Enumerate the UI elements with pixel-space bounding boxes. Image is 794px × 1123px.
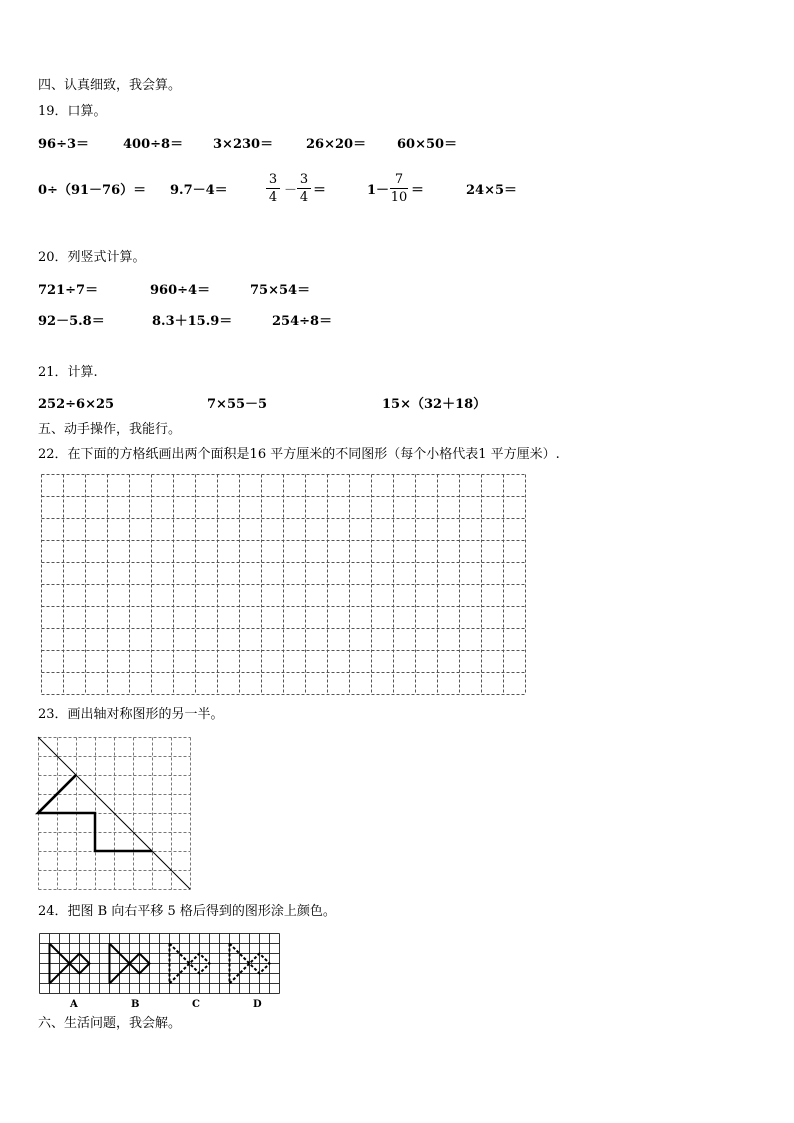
q20-item-6: 254÷8＝	[272, 314, 333, 329]
q19-item-5: 60×50＝	[397, 137, 458, 152]
fraction-bar	[390, 188, 408, 189]
fraction-2-numerator: 3	[299, 172, 309, 187]
q19-label: 19．口算。	[38, 104, 107, 119]
q19-item-3: 3×230＝	[213, 137, 274, 152]
fraction-2	[297, 172, 311, 205]
section-5-title: 五、动手操作，我能行。	[38, 422, 182, 437]
shape-label-d: D	[253, 999, 262, 1010]
q20-item-4: 92－5.8＝	[38, 314, 105, 329]
symmetry-grid	[38, 737, 190, 889]
fraction-1-denominator: 4	[268, 190, 278, 205]
translation-grid	[39, 933, 281, 995]
q21-item-2: 7×55－5	[207, 397, 268, 412]
q19-item-6: 0÷（91－76）＝	[38, 183, 147, 198]
q21-label: 21．计算.	[38, 365, 98, 380]
q22-label: 22．在下面的方格纸画出两个面积是16 平方厘米的不同图形（每个小格代表1 平方厘米）.	[38, 447, 560, 462]
q20-item-2: 960÷4＝	[150, 283, 211, 298]
equals-sign: ＝	[411, 183, 425, 198]
shape-label-b: B	[131, 999, 140, 1010]
q19-item-2: 400÷8＝	[123, 137, 184, 152]
q21-item-1: 252÷6×25	[38, 397, 115, 412]
minus-sign: －	[284, 183, 298, 198]
fraction-2-denominator: 4	[299, 190, 309, 205]
section-6-title: 六、生活问题，我会解。	[38, 1016, 182, 1031]
mixed-whole: 1－	[367, 183, 390, 198]
fraction-3	[390, 172, 408, 205]
q20-item-5: 8.3＋15.9＝	[152, 314, 233, 329]
shape-label-a: A	[70, 999, 78, 1010]
shape-label-c: C	[192, 999, 200, 1010]
fraction-1-numerator: 3	[268, 172, 278, 187]
q19-item-10: 24×5＝	[466, 183, 518, 198]
q19-item-7: 9.7－4＝	[170, 183, 228, 198]
q20-label: 20．列竖式计算。	[38, 250, 146, 265]
q23-label: 23．画出轴对称图形的另一半。	[38, 707, 224, 722]
q19-item-4: 26×20＝	[306, 137, 367, 152]
section-4-title: 四、认真细致，我会算。	[38, 78, 182, 93]
q21-item-3: 15×（32＋18）	[382, 397, 487, 412]
q19-item-1: 96÷3＝	[38, 137, 90, 152]
fraction-bar	[266, 188, 280, 189]
q20-item-3: 75×54＝	[250, 283, 311, 298]
square-grid-paper	[41, 474, 527, 696]
fraction-3-denominator: 10	[390, 190, 408, 205]
q20-item-1: 721÷7＝	[38, 283, 99, 298]
equals-sign: ＝	[313, 183, 327, 198]
fraction-bar	[297, 188, 311, 189]
q24-label: 24．把图 B 向右平移 5 格后得到的图形涂上颜色。	[38, 904, 336, 919]
fraction-1	[266, 172, 280, 205]
fraction-3-numerator: 7	[394, 172, 404, 187]
